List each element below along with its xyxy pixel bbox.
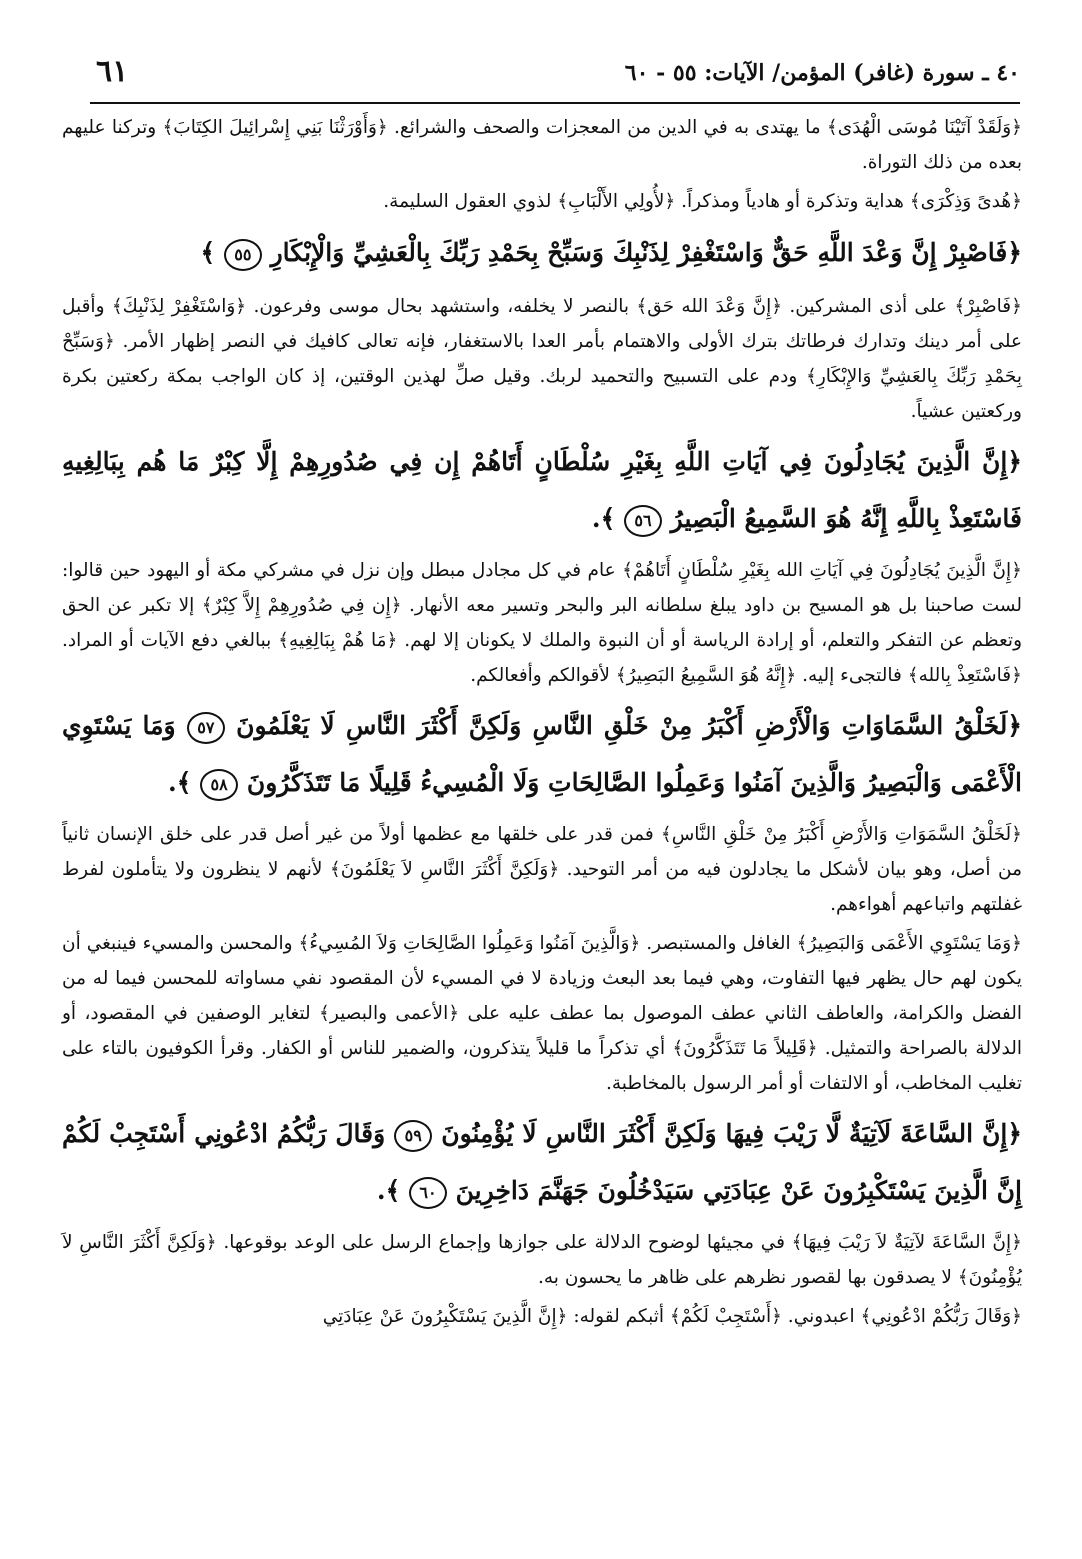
quran-verse-block — [62, 433, 1022, 547]
commentary-paragraph: ﴿هُدىً وَذِكْرَى﴾ هداية وتذكرة أو هادياً ومذكراً. ﴿لأُولِي الأَلْبَابِ﴾ لذوي العقول السليمة. — [383, 191, 1022, 212]
verse-number-marker: ٦٠ — [409, 1177, 447, 1209]
header-divider — [90, 102, 1020, 104]
quran-verse-block — [62, 223, 1022, 283]
verse-number-marker: ٥٦ — [624, 505, 662, 537]
verse-end-bracket: ﴾ — [200, 238, 216, 267]
page-body — [62, 110, 1022, 1338]
commentary-paragraph: ﴿فَاصْبِرْ﴾ على أذى المشركين. ﴿إِنَّ وَعْدَ الله حَق﴾ بالنصر لا يخلفه، واستشهد بحال موسى وفرعون. ﴿وَاسْتَغْفِرْ لِذَنْبِكَ﴾ وأقبل على أمر دينك وتدارك فرطاتك بترك الأولى والاهتمام بأمر العدا بالاستغفار، فإنه تعالى كافيك في النصر إظهار الأمر. ﴿وَسَبِّحْ بِحَمْدِ رَبِّكَ بِالعَشِيِّ وَالإِبْكَارِ﴾ ودم على التسبيح والتحميد لربك. وقيل صلِّ لهذين الوقتين، إذ كان الواجب بمكة ركعتين بكرة وركعتين عشياً. — [62, 296, 1022, 422]
commentary-paragraph: ﴿لَخَلْقُ السَّمَوَاتِ وَالأَرْضِ أَكْبَرُ مِنْ خَلْقِ النَّاسِ﴾ فمن قدر على خلقها مع عظمها أولاً من غير أصل قدر على خلق الإنسان ثانياً من أصل، وهو بيان لأشكل ما يجادلون فيه من أمر التوحيد. ﴿وَلَكِنَّ أَكْثَرَ النَّاسِ لاَ يَعْلَمُونَ﴾ لأنهم لا ينظرون ولا يتأملون لفرط غفلتهم واتباعهم أهواءهم. — [62, 824, 1022, 915]
verse-number-marker: ٥٨ — [200, 769, 238, 801]
verse-text: وَمَا يَسْتَوِي الْأَعْمَى وَالْبَصِيرُ وَالَّذِينَ آمَنُوا وَعَمِلُوا الصَّالِحَاتِ وَلَا الْمُسِيءُ قَلِيلًا مَا تَتَذَكَّرُونَ — [62, 711, 1022, 797]
quran-verse-block — [62, 697, 1022, 811]
page-number: ٦١ — [96, 54, 129, 89]
verse-end-bracket: ﴾. — [168, 768, 192, 797]
commentary-paragraph: ﴿وَمَا يَسْتَوِي الأَعْمَى وَالبَصِيرُ﴾ الغافل والمستبصر. ﴿وَالَّذِينَ آمَنُوا وَعَمِلُوا الصَّالِحَاتِ وَلاَ المُسِيءُ﴾ والمحسن والمسيء فينبغي أن يكون لهم حال يظهر فيها التفاوت، وهي فيما بعد البعث وزيادة لا في المسيء لأن المقصود نفي مساواته للمحسن فيما له من الفضل والكرامة، والعاطف الثاني عطف الموصول بما عطف عليه على ﴿الأعمى والبصير﴾ لتغاير الوصفين في المقصود، أو الدلالة بالصراحة والتمثيل. ﴿قَلِيلاً مَا تَتَذَكَّرُونَ﴾ أي تذكراً ما قليلاً يتذكرون، والضمير للناس أو الكفار. وقرأ الكوفيون بالتاء على تغليب المخاطب، أو الالتفات أو أمر الرسول بالمخاطبة. — [62, 933, 1022, 1094]
quran-verse-block — [62, 1105, 1022, 1219]
verse-text: ﴿إِنَّ السَّاعَةَ لَآتِيَةٌ لَّا رَيْبَ فِيهَا وَلَكِنَّ أَكْثَرَ النَّاسِ لَا يُؤْمِنُونَ — [441, 1119, 1022, 1148]
verse-text: ﴿لَخَلْقُ السَّمَاوَاتِ وَالْأَرْضِ أَكْبَرُ مِنْ خَلْقِ النَّاسِ وَلَكِنَّ أَكْثَرَ النَّاسِ لَا يَعْلَمُونَ — [236, 711, 1022, 740]
verse-number-marker: ٥٧ — [187, 712, 225, 744]
commentary-paragraph: ﴿إِنَّ السَّاعَةَ لآتِيَةٌ لاَ رَيْبَ فِيهَا﴾ في مجيئها لوضوح الدلالة على جوازها وإجماع الرسل على الوعد بوقوعها. ﴿وَلَكِنَّ أَكْثَرَ النَّاسِ لاَ يُؤْمِنُونَ﴾ لا يصدقون بها لقصور نظرهم على ظاهر ما يحسون به. — [62, 1232, 1022, 1288]
verse-number-marker: ٥٥ — [224, 239, 262, 271]
verse-end-bracket: ﴾. — [591, 504, 616, 533]
verse-number-marker: ٥٩ — [394, 1120, 432, 1152]
page-header — [96, 54, 1020, 100]
commentary-paragraph: ﴿إِنَّ الَّذِينَ يُجَادِلُونَ فِي آيَاتِ الله بِغَيْرِ سُلْطَانٍ أَتَاهُمْ﴾ عام في كل مجادل مبطل وإن نزل في مشركي مكة أو اليهود حين قالوا: لست صاحبنا بل هو المسيح بن داود يبلغ سلطانه البر والبحر وتسير معه الأنهار. ﴿إِن فِي صُدُورِهِمْ إِلاَّ كِبْرٌ﴾ إلا تكبر عن الحق وتعظم عن التفكر والتعلم، أو إرادة الرياسة أو أن النبوة والملك لا يكونان إلا لهم. ﴿مَا هُمْ بِبَالِغِيهِ﴾ ببالغي دفع الآيات أو المراد. ﴿فَاسْتَعِذْ بِالله﴾ فالتجىء إليه. ﴿إِنَّهُ هُوَ السَّمِيعُ البَصِيرُ﴾ لأقوالكم وأفعالكم. — [62, 560, 1022, 686]
running-title: ٤٠ ـ سورة (غافر) المؤمن/ الآيات: ٥٥ - ٦٠ — [624, 60, 1020, 86]
verse-text: ﴿فَاصْبِرْ إِنَّ وَعْدَ اللَّهِ حَقٌّ وَاسْتَغْفِرْ لِذَنْبِكَ وَسَبِّحْ بِحَمْدِ رَبِّكَ بِالْعَشِيِّ وَالْإِبْكَارِ — [270, 238, 1022, 267]
verse-end-bracket: ﴾. — [376, 1176, 401, 1205]
commentary-paragraph: ﴿وَلَقَدْ آتَيْنَا مُوسَى الْهُدَى﴾ ما يهتدى به في الدين من المعجزات والصحف والشرائع. ﴿وَأَوْرَثْنَا بَنِي إِسْرائِيلَ الكِتَابَ﴾ وتركنا عليهم بعده من ذلك التوراة. — [62, 117, 1022, 173]
verse-text: وَقَالَ رَبُّكُمُ ادْعُونِي أَسْتَجِبْ لَكُمْ إِنَّ الَّذِينَ يَسْتَكْبِرُونَ عَنْ عِبَادَتِي سَيَدْخُلُونَ جَهَنَّمَ دَاخِرِينَ — [62, 1119, 1022, 1205]
verse-text: ﴿إِنَّ الَّذِينَ يُجَادِلُونَ فِي آيَاتِ اللَّهِ بِغَيْرِ سُلْطَانٍ أَتَاهُمْ إِن فِي صُدُورِهِمْ إِلَّا كِبْرٌ مَا هُم بِبَالِغِيهِ فَاسْتَعِذْ بِاللَّهِ إِنَّهُ هُوَ السَّمِيعُ الْبَصِيرُ — [62, 447, 1022, 533]
commentary-paragraph: ﴿وَقَالَ رَبُّكُمْ ادْعُونِي﴾ اعبدوني. ﴿أَسْتَجِبْ لَكُمْ﴾ أثبكم لقوله: ﴿إِنَّ الَّذِينَ يَسْتَكْبِرُونَ عَنْ عِبَادَتِي — [322, 1306, 1022, 1327]
